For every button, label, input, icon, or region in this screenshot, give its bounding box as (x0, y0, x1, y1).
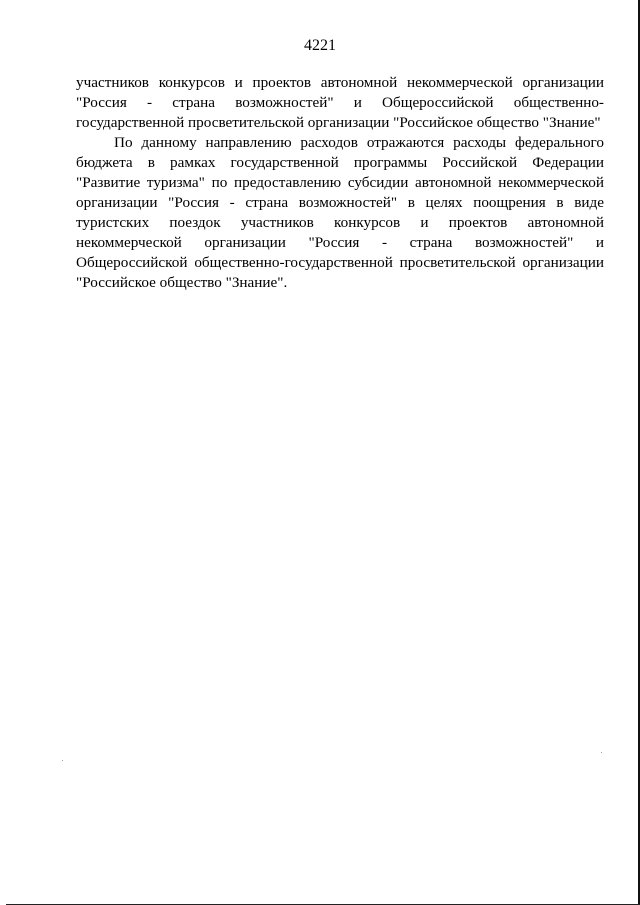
paragraph-continuation: участников конкурсов и проектов автономной некоммерческой организации "Россия - страна возможностей" и Общероссийской общественно-государственной просветительской организации "Российское общество "Знание" (76, 74, 604, 131)
page-number: 4221 (304, 37, 336, 54)
paragraph-expenses-description: По данному направлению расходов отражаются расходы федерального бюджета в рамках государственной программы Российской Федерации "Развитие туризма" по предоставлению субсидии автономной некоммерческой организации "Россия - страна возможностей" в целях поощрения в виде туристских поездок участников конкурсов и проектов автономной некоммерческой организации "Россия - страна возможностей" и Общероссийской общественно-государственной просветительской организации "Российское общество "Знание". (76, 134, 604, 291)
scan-speck (601, 752, 602, 753)
document-body (76, 73, 604, 293)
scan-speck (62, 760, 63, 761)
